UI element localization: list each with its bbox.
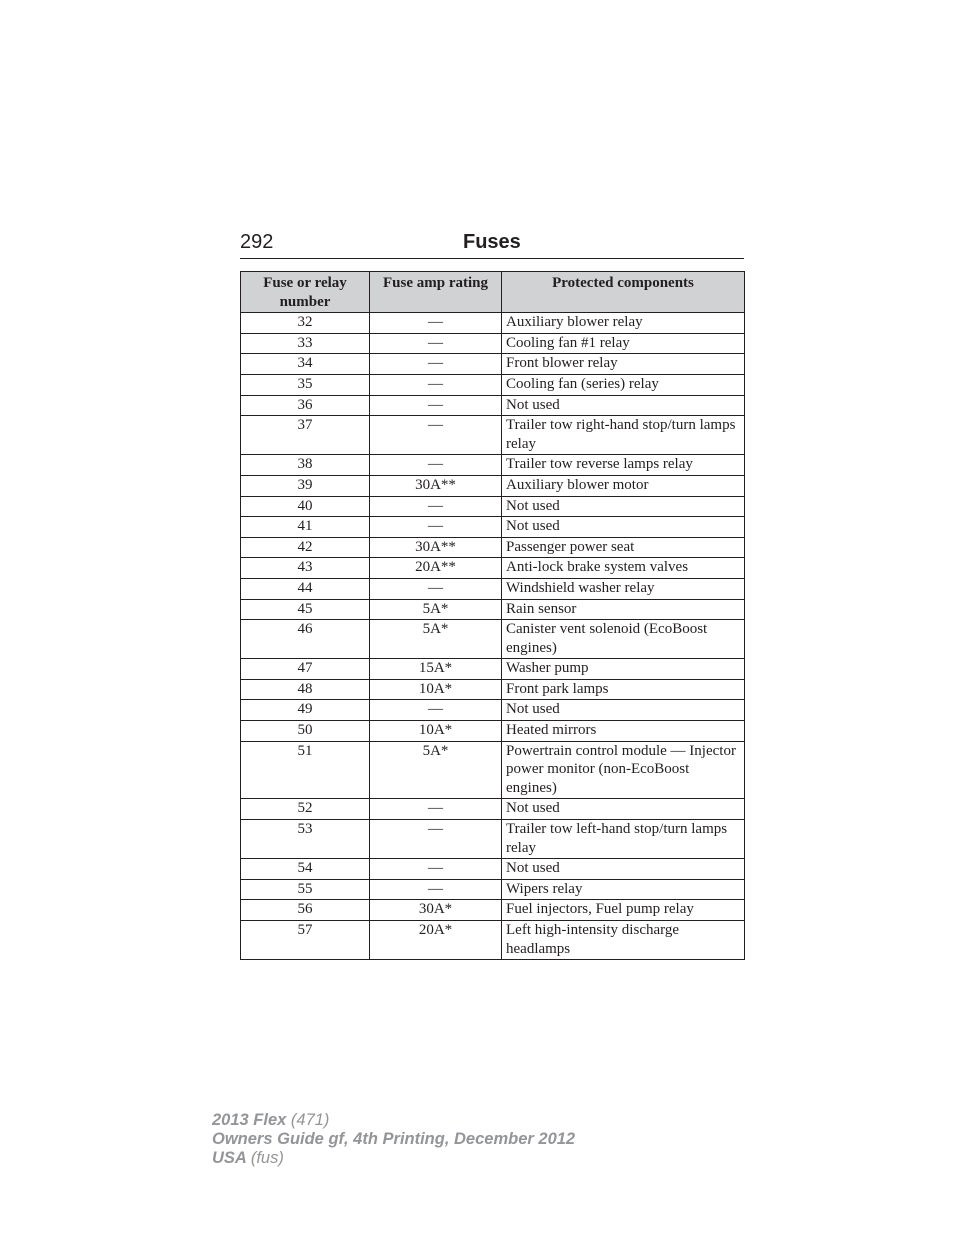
table-row [241, 820, 745, 859]
table-row [241, 599, 745, 620]
fuse-rating-cell: — [370, 374, 502, 395]
fuse-number-cell: 34 [241, 354, 370, 375]
table-row [241, 354, 745, 375]
protected-component-cell: Left high-intensity discharge headlamps [502, 921, 745, 960]
table-row [241, 721, 745, 742]
fuse-number-cell: 48 [241, 679, 370, 700]
fuse-number-cell: 43 [241, 558, 370, 579]
fuse-rating-cell: 30A** [370, 537, 502, 558]
column-header-rating: Fuse amp rating [370, 272, 502, 313]
fuse-rating-cell: 10A* [370, 721, 502, 742]
protected-component-cell: Trailer tow right-hand stop/turn lamps relay [502, 416, 745, 455]
fuse-rating-cell: — [370, 496, 502, 517]
fuse-number-cell: 56 [241, 900, 370, 921]
fuse-rating-cell: — [370, 313, 502, 334]
protected-component-cell: Not used [502, 700, 745, 721]
protected-component-cell: Passenger power seat [502, 537, 745, 558]
table-row [241, 620, 745, 659]
fuse-rating-cell: 15A* [370, 659, 502, 680]
table-row [241, 537, 745, 558]
fuse-number-cell: 53 [241, 820, 370, 859]
fuse-rating-cell: 10A* [370, 679, 502, 700]
fuse-number-cell: 37 [241, 416, 370, 455]
fuse-rating-cell: — [370, 395, 502, 416]
protected-component-cell: Front park lamps [502, 679, 745, 700]
footer-region-line [212, 1149, 575, 1168]
table-row [241, 313, 745, 334]
table-row [241, 496, 745, 517]
fuse-number-cell: 33 [241, 333, 370, 354]
protected-component-cell: Auxiliary blower relay [502, 313, 745, 334]
fuse-rating-cell: 5A* [370, 599, 502, 620]
table-row [241, 859, 745, 880]
table-row [241, 333, 745, 354]
table-row [241, 395, 745, 416]
footer-model-code: (471) [290, 1111, 330, 1129]
fuse-rating-cell: — [370, 354, 502, 375]
footer-region-code: (fus) [250, 1149, 284, 1167]
fuse-number-cell: 50 [241, 721, 370, 742]
protected-component-cell: Cooling fan #1 relay [502, 333, 745, 354]
fuse-number-cell: 41 [241, 517, 370, 538]
protected-component-cell: Not used [502, 496, 745, 517]
protected-component-cell: Front blower relay [502, 354, 745, 375]
fuse-number-cell: 51 [241, 741, 370, 799]
protected-component-cell: Canister vent solenoid (EcoBoost engines) [502, 620, 745, 659]
protected-component-cell: Wipers relay [502, 879, 745, 900]
fuse-number-cell: 39 [241, 475, 370, 496]
table-row [241, 879, 745, 900]
fuse-rating-cell: 5A* [370, 741, 502, 799]
fuse-number-cell: 40 [241, 496, 370, 517]
protected-component-cell: Not used [502, 799, 745, 820]
footer-guide: Owners Guide gf, 4th Printing, December 2012 [212, 1130, 576, 1148]
fuse-rating-cell: — [370, 879, 502, 900]
page-footer [212, 1111, 575, 1168]
fuse-number-cell: 49 [241, 700, 370, 721]
column-header-components: Protected components [502, 272, 745, 313]
page-number: 292 [240, 231, 274, 253]
table-row [241, 517, 745, 538]
table-row [241, 679, 745, 700]
fuse-rating-cell: 30A** [370, 475, 502, 496]
fuse-number-cell: 36 [241, 395, 370, 416]
fuse-rating-cell: 20A* [370, 921, 502, 960]
footer-guide-line [212, 1130, 575, 1149]
fuse-number-cell: 46 [241, 620, 370, 659]
fuse-number-cell: 32 [241, 313, 370, 334]
fuse-number-cell: 42 [241, 537, 370, 558]
table-body [241, 313, 745, 960]
fuse-number-cell: 55 [241, 879, 370, 900]
fuse-number-cell: 52 [241, 799, 370, 820]
fuse-rating-cell: — [370, 700, 502, 721]
table-header-row [241, 272, 745, 313]
fuse-number-cell: 38 [241, 455, 370, 476]
protected-component-cell: Not used [502, 395, 745, 416]
table-row [241, 741, 745, 799]
fuse-rating-cell: — [370, 416, 502, 455]
table-row [241, 416, 745, 455]
protected-component-cell: Windshield washer relay [502, 578, 745, 599]
page-title: Fuses [463, 231, 521, 253]
fuse-table [240, 271, 745, 960]
fuse-number-cell: 45 [241, 599, 370, 620]
protected-component-cell: Trailer tow reverse lamps relay [502, 455, 745, 476]
fuse-rating-cell: — [370, 517, 502, 538]
protected-component-cell: Heated mirrors [502, 721, 745, 742]
protected-component-cell: Fuel injectors, Fuel pump relay [502, 900, 745, 921]
protected-component-cell: Auxiliary blower motor [502, 475, 745, 496]
fuse-rating-cell: — [370, 455, 502, 476]
table-row [241, 659, 745, 680]
fuse-rating-cell: — [370, 578, 502, 599]
table-row [241, 799, 745, 820]
table-row [241, 578, 745, 599]
table-row [241, 475, 745, 496]
table-row [241, 455, 745, 476]
protected-component-cell: Washer pump [502, 659, 745, 680]
page-header [240, 228, 744, 259]
table-row [241, 700, 745, 721]
fuse-rating-cell: 20A** [370, 558, 502, 579]
fuse-rating-cell: 30A* [370, 900, 502, 921]
fuse-rating-cell: — [370, 859, 502, 880]
fuse-number-cell: 47 [241, 659, 370, 680]
table-row [241, 900, 745, 921]
fuse-number-cell: 57 [241, 921, 370, 960]
fuse-number-cell: 54 [241, 859, 370, 880]
protected-component-cell: Not used [502, 859, 745, 880]
fuse-rating-cell: — [370, 333, 502, 354]
protected-component-cell: Not used [502, 517, 745, 538]
protected-component-cell: Rain sensor [502, 599, 745, 620]
protected-component-cell: Anti-lock brake system valves [502, 558, 745, 579]
footer-region: USA [212, 1149, 247, 1167]
fuse-rating-cell: — [370, 820, 502, 859]
fuse-number-cell: 44 [241, 578, 370, 599]
fuse-number-cell: 35 [241, 374, 370, 395]
table-row [241, 558, 745, 579]
table-row [241, 921, 745, 960]
footer-model-line [212, 1111, 575, 1130]
column-header-number: Fuse or relay number [241, 272, 370, 313]
footer-model: 2013 Flex [212, 1111, 287, 1129]
protected-component-cell: Cooling fan (series) relay [502, 374, 745, 395]
table-row [241, 374, 745, 395]
protected-component-cell: Trailer tow left-hand stop/turn lamps relay [502, 820, 745, 859]
fuse-rating-cell: 5A* [370, 620, 502, 659]
fuse-rating-cell: — [370, 799, 502, 820]
protected-component-cell: Powertrain control module — Injector power monitor (non-EcoBoost engines) [502, 741, 745, 799]
